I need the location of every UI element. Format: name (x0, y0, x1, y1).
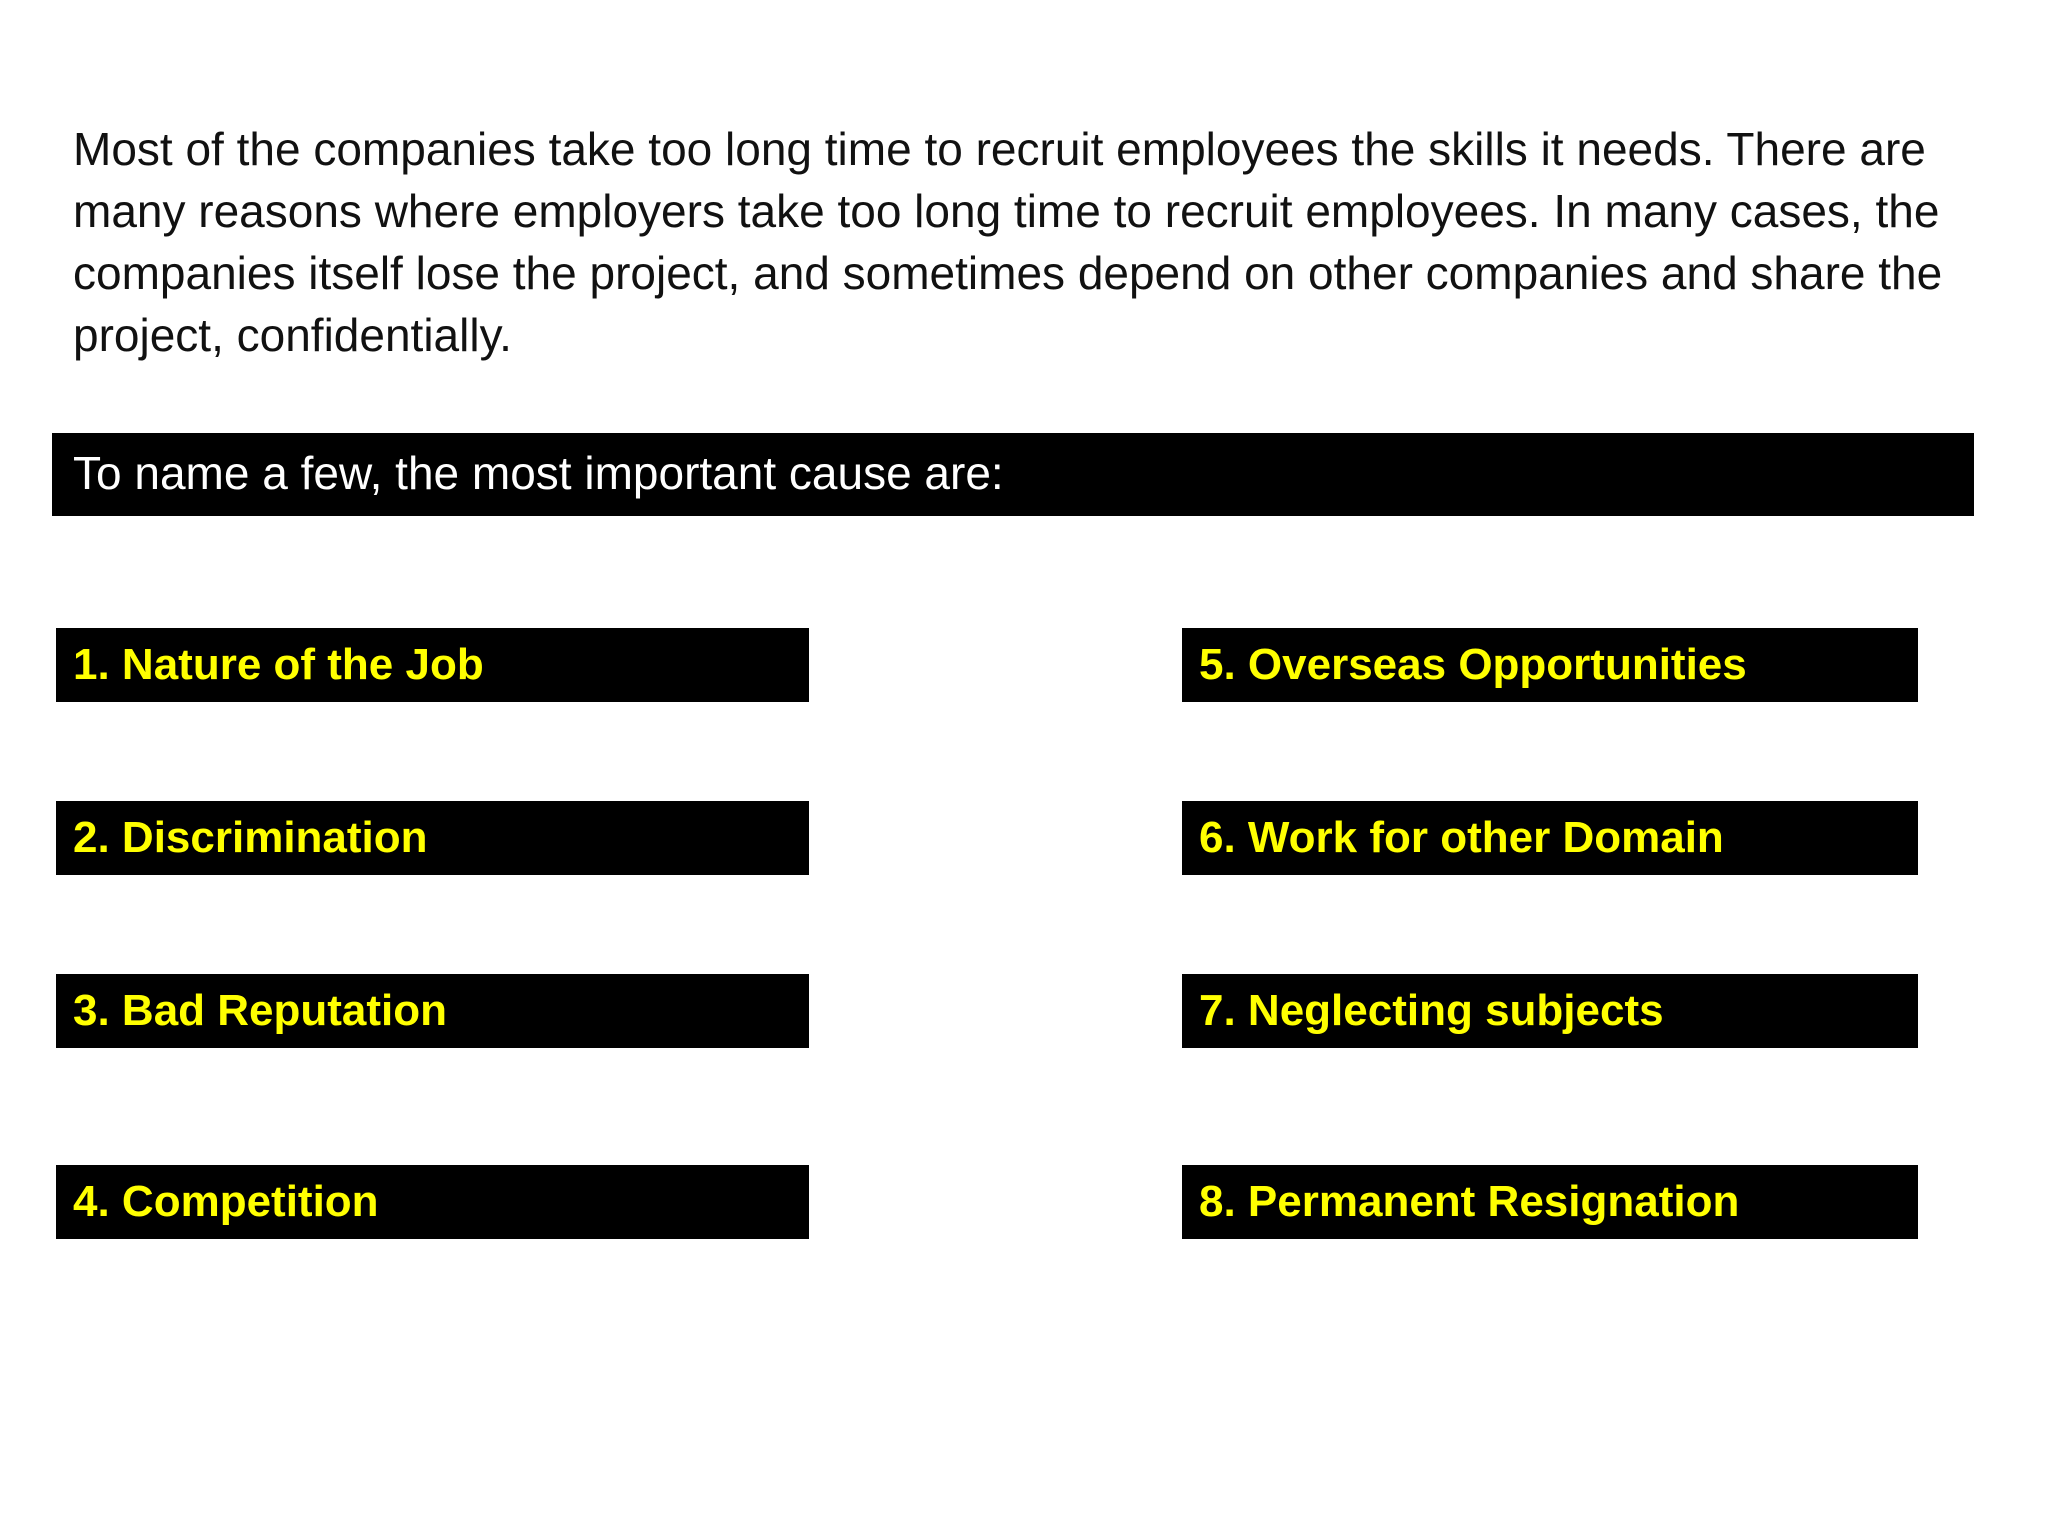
cause-label-2: 2. Discrimination (73, 813, 428, 862)
cause-label-8: 8. Permanent Resignation (1199, 1177, 1740, 1226)
cause-box-1 (56, 628, 809, 702)
cause-label-7: 7. Neglecting subjects (1199, 986, 1664, 1035)
cause-box-7 (1182, 974, 1918, 1048)
cause-box-3 (56, 974, 809, 1048)
cause-box-4 (56, 1165, 809, 1239)
cause-label-1: 1. Nature of the Job (73, 640, 484, 689)
cause-box-8 (1182, 1165, 1918, 1239)
cause-label-4: 4. Competition (73, 1177, 379, 1226)
cause-box-5 (1182, 628, 1918, 702)
cause-box-2 (56, 801, 809, 875)
intro-paragraph: Most of the companies take too long time to recruit employees the skills it needs. There are many reasons where employers take too long time to recruit employees. In many cases, the companies itself lose the project, and sometimes depend on other companies and share the project, confidentially. (73, 123, 1943, 361)
cause-label-6: 6. Work for other Domain (1199, 813, 1724, 862)
cause-box-6 (1182, 801, 1918, 875)
cause-label-3: 3. Bad Reputation (73, 986, 448, 1035)
causes-banner-text: To name a few, the most important cause are: (73, 446, 1004, 499)
cause-label-5: 5. Overseas Opportunities (1199, 640, 1747, 689)
causes-banner (52, 433, 1974, 516)
